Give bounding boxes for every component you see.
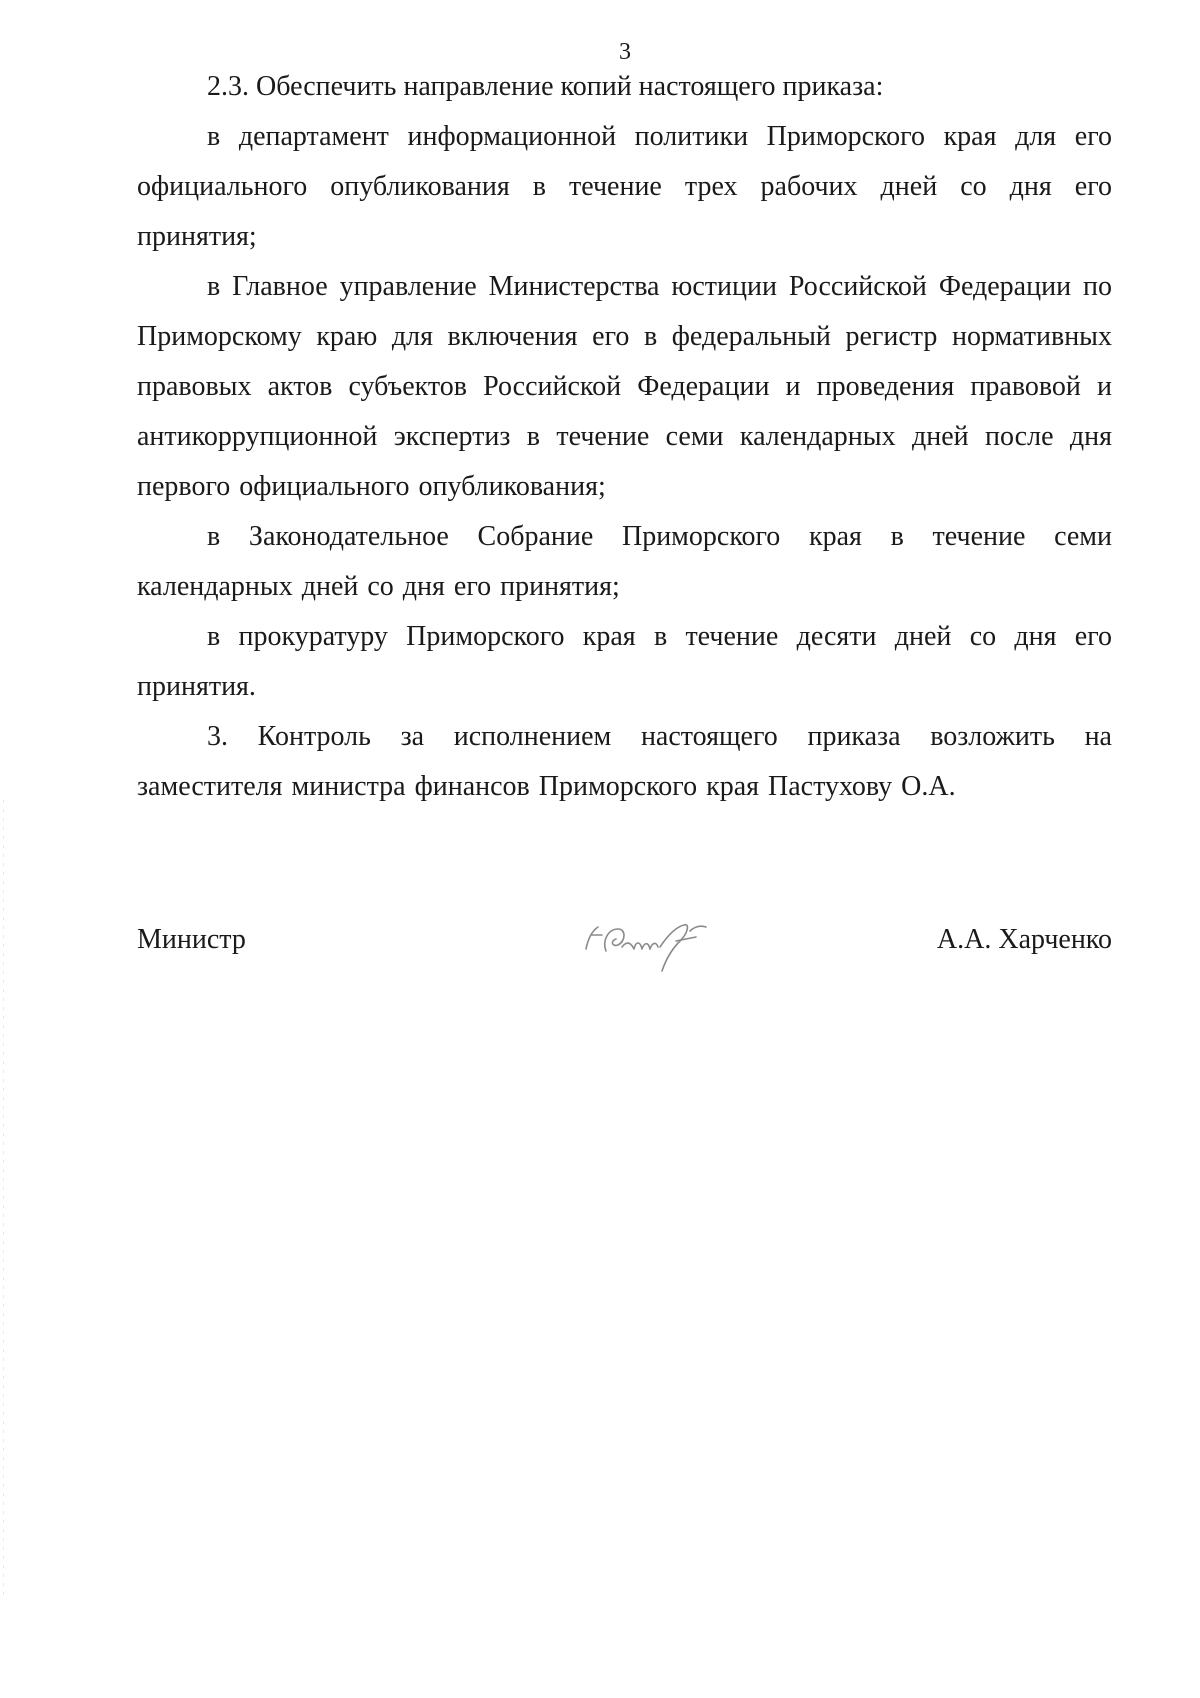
signatory-position: Министр: [137, 924, 246, 955]
page-number: 3: [619, 39, 631, 65]
paragraph-information-policy: в департамент информационной политики Приморского края для его официального опубликования в течение трех рабочих дней со дня его принятия;: [137, 121, 1112, 252]
paragraph-2-3: 2.3. Обеспечить направление копий настоящего приказа:: [207, 71, 884, 102]
signature-block: [137, 905, 1112, 975]
handwritten-signature-icon: [572, 905, 717, 977]
paragraph-prosecutor: в прокуратуру Приморского края в течение десяти дней со дня его принятия.: [137, 621, 1112, 702]
paragraph-3-control: 3. Контроль за исполнением настоящего приказа возложить на заместителя министра финансов Приморского края Пастухову О.А.: [137, 721, 1112, 802]
signatory-name: А.А. Харченко: [936, 924, 1112, 955]
paragraph-legislative-assembly: в Законодательное Собрание Приморского края в течение семи календарных дней со дня его принятия;: [137, 521, 1112, 602]
scan-edge-artifact: [3, 800, 4, 1600]
paragraph-ministry-of-justice: в Главное управление Министерства юстиции Российской Федерации по Приморскому краю для включения его в федеральный регистр нормативных правовых актов субъектов Российской Федерации и проведения правовой и антикоррупционной экспертиз в течение семи календарных дней после дня первого официального опубликования;: [137, 271, 1112, 502]
document-body: [137, 62, 1112, 812]
